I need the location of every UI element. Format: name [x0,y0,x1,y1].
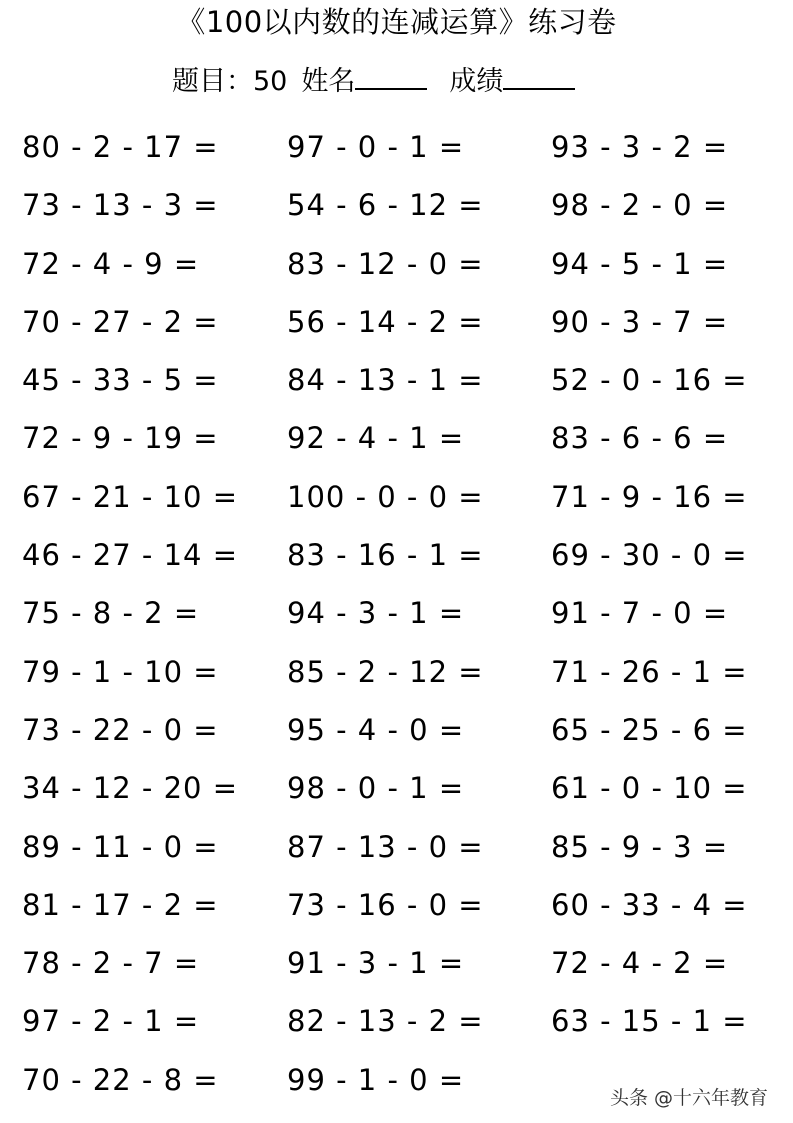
question-count-label: 题目： [172,66,253,97]
source-watermark: 头条 @十六年教育 [610,1087,769,1109]
problem-item: 72 - 4 - 2 = [551,946,729,981]
problem-item: 94 - 5 - 1 = [551,246,729,281]
problem-item: 65 - 25 - 6 = [551,712,748,747]
problem-item: 91 - 7 - 0 = [551,596,729,631]
problem-item: 72 - 4 - 9 = [22,246,200,281]
problem-item: 87 - 13 - 0 = [287,829,484,864]
problem-item: 97 - 2 - 1 = [22,1004,200,1039]
problem-item: 75 - 8 - 2 = [22,596,200,631]
problem-item: 73 - 16 - 0 = [287,887,484,922]
problem-item: 79 - 1 - 10 = [22,654,219,689]
problem-item: 83 - 6 - 6 = [551,421,729,456]
problem-item: 54 - 6 - 12 = [287,188,484,223]
problem-item: 70 - 27 - 2 = [22,304,219,339]
problem-item: 71 - 9 - 16 = [551,479,748,514]
problem-item: 81 - 17 - 2 = [22,887,219,922]
worksheet-title: 《100以内数的连减运算》练习卷 [176,5,617,39]
problem-item: 34 - 12 - 20 = [22,771,239,806]
problem-item: 91 - 3 - 1 = [287,946,465,981]
problem-item: 72 - 9 - 19 = [22,421,219,456]
problem-item: 46 - 27 - 14 = [22,538,239,573]
problem-item: 56 - 14 - 2 = [287,304,484,339]
question-count-value: 50 [253,66,288,97]
name-blank[interactable] [355,58,427,90]
problem-item: 45 - 33 - 5 = [22,363,219,398]
problem-item: 82 - 13 - 2 = [287,1004,484,1039]
problem-item: 85 - 2 - 12 = [287,654,484,689]
problem-item: 67 - 21 - 10 = [22,479,239,514]
problem-item: 94 - 3 - 1 = [287,596,465,631]
problem-item: 92 - 4 - 1 = [287,421,465,456]
problem-item: 85 - 9 - 3 = [551,829,729,864]
problem-item: 60 - 33 - 4 = [551,887,748,922]
problem-item: 97 - 0 - 1 = [287,130,465,164]
problem-item: 71 - 26 - 1 = [551,654,748,689]
name-label: 姓名 [301,66,356,97]
problem-item: 61 - 0 - 10 = [551,771,748,806]
problem-item: 100 - 0 - 0 = [287,479,484,514]
problem-item: 80 - 2 - 17 = [22,130,219,164]
score-blank[interactable] [503,58,575,90]
problem-item: 83 - 16 - 1 = [287,538,484,573]
problem-item: 83 - 12 - 0 = [287,246,484,281]
problem-item: 98 - 0 - 1 = [287,771,465,806]
problem-item: 63 - 15 - 1 = [551,1004,748,1039]
problem-item: 73 - 13 - 3 = [22,188,219,223]
problem-item: 73 - 22 - 0 = [22,712,219,747]
problem-item: 90 - 3 - 7 = [551,304,729,339]
problem-item: 84 - 13 - 1 = [287,363,484,398]
problem-item: 70 - 22 - 8 = [22,1062,219,1097]
problem-grid [22,118,781,1109]
score-label: 成绩 [449,66,504,97]
problem-item: 93 - 3 - 2 = [551,130,729,164]
worksheet-info-line [172,58,575,98]
problem-item: 98 - 2 - 0 = [551,188,729,223]
problem-item: 52 - 0 - 16 = [551,363,748,398]
problem-item: 89 - 11 - 0 = [22,829,219,864]
problem-item: 69 - 30 - 0 = [551,538,748,573]
problem-item: 78 - 2 - 7 = [22,946,200,981]
problem-item: 95 - 4 - 0 = [287,712,465,747]
problem-item: 99 - 1 - 0 = [287,1062,465,1097]
